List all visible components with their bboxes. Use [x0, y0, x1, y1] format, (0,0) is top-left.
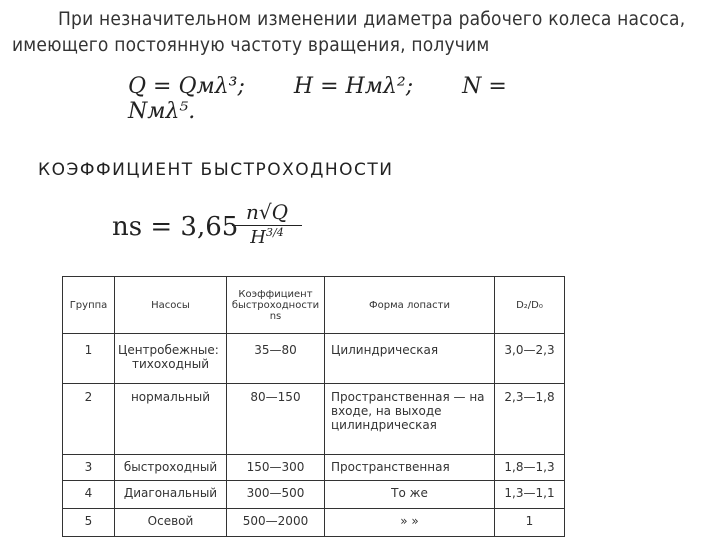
cell-group: 2: [63, 384, 115, 455]
formula-fraction: [232, 200, 302, 248]
cell-shape: Пространственная: [325, 455, 495, 481]
cell-ratio: 1: [495, 509, 565, 537]
cell-pump: Осевой: [115, 509, 227, 537]
header-blade-shape: Форма лопасти: [325, 277, 495, 334]
head-formula: H = Hмλ²;: [293, 74, 414, 99]
formula-numerator: n√Q: [232, 200, 302, 226]
formula-lhs: ns = 3,65: [112, 212, 239, 242]
cell-ratio: 1,8—1,3: [495, 455, 565, 481]
pump-classification-table: [62, 276, 565, 537]
header-ns: Коэффициент быстроходности ns: [227, 277, 325, 334]
flow-formula: Q = Qмλ³;: [128, 74, 245, 99]
cell-shape: Цилиндрическая: [325, 334, 495, 384]
specific-speed-formula: [112, 196, 412, 260]
formula-denominator: [232, 226, 302, 248]
denominator-exponent: 3/4: [266, 226, 284, 239]
pump-type: тихоходный: [131, 357, 210, 371]
cell-group: 4: [63, 481, 115, 509]
cell-pump: Диагональный: [115, 481, 227, 509]
cell-ratio: 1,3—1,1: [495, 481, 565, 509]
cell-ns: 80—150: [227, 384, 325, 455]
cell-ns: 300—500: [227, 481, 325, 509]
cell-shape: Пространственная — на входе, на выходе цилиндрическая: [325, 384, 495, 455]
table-row: [63, 455, 565, 481]
cell-ns: 500—2000: [227, 509, 325, 537]
cell-ratio: 3,0—2,3: [495, 334, 565, 384]
cell-group: 5: [63, 509, 115, 537]
similarity-formulas: [128, 74, 548, 124]
cell-ns: 150—300: [227, 455, 325, 481]
table-row: [63, 334, 565, 384]
header-group: Группа: [63, 277, 115, 334]
intro-paragraph: [12, 6, 712, 58]
cell-pump: нормальный: [115, 384, 227, 455]
header-pumps: Насосы: [115, 277, 227, 334]
table-row: [63, 384, 565, 455]
intro-line-1: При незначительном изменении диаметра рабочего колеса насоса,: [58, 8, 686, 30]
cell-pump: [115, 334, 227, 384]
table-row: [63, 481, 565, 509]
table-row: [63, 509, 565, 537]
pump-category: Центробежные:: [118, 343, 219, 357]
section-heading: КОЭФФИЦИЕНТ БЫСТРОХОДНОСТИ: [38, 160, 394, 180]
denominator-base: H: [250, 227, 266, 248]
cell-ratio: 2,3—1,8: [495, 384, 565, 455]
cell-group: 1: [63, 334, 115, 384]
intro-line-2: имеющего постоянную частоту вращения, получим: [12, 34, 490, 56]
power-formula: N = Nмλ⁵.: [128, 74, 507, 124]
cell-shape: То же: [325, 481, 495, 509]
header-diameter-ratio: D₂/D₀: [495, 277, 565, 334]
cell-ns: 35—80: [227, 334, 325, 384]
cell-shape: » »: [325, 509, 495, 537]
table-header-row: [63, 277, 565, 334]
cell-pump: быстроходный: [115, 455, 227, 481]
cell-group: 3: [63, 455, 115, 481]
